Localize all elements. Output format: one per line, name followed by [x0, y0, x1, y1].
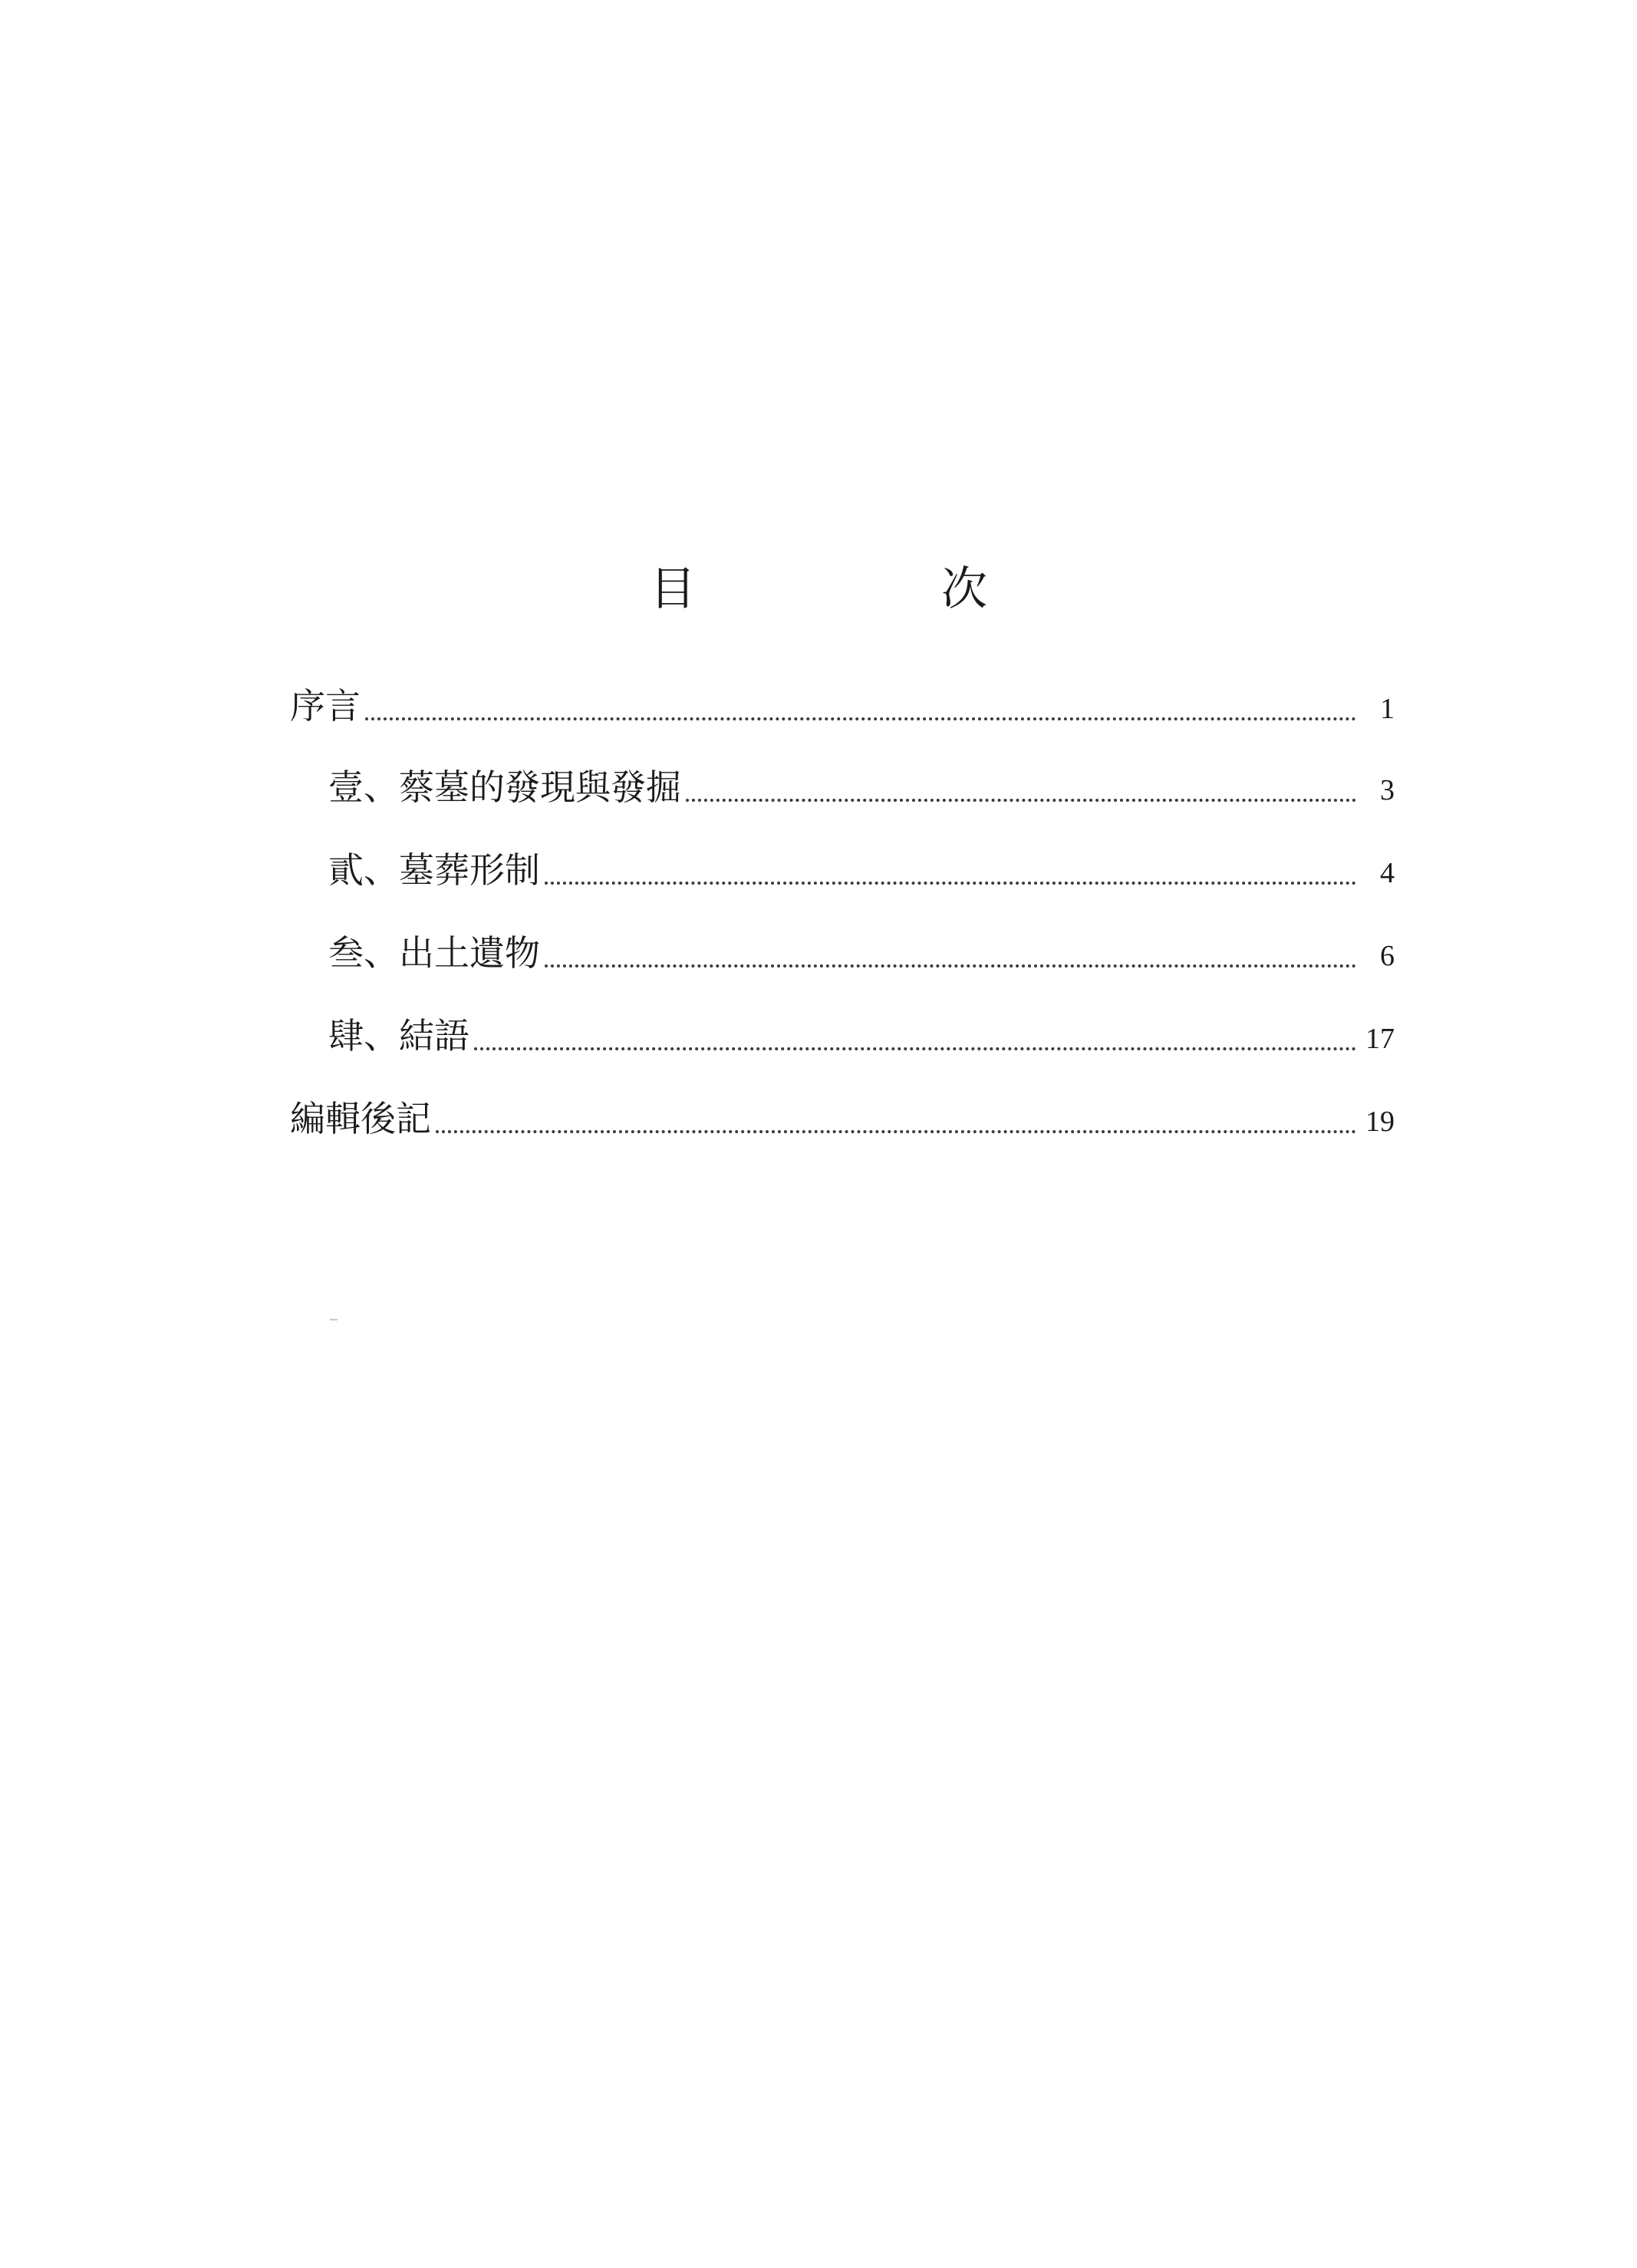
toc-page-number: 6	[1380, 940, 1395, 972]
toc-entry-chapter-3	[328, 930, 1395, 976]
toc-entry-label: 肆、結語	[328, 1015, 469, 1057]
toc-entry-preface	[290, 683, 1395, 729]
toc-entry-label: 編輯後記	[290, 1098, 431, 1139]
toc-entry-chapter-4	[328, 1013, 1395, 1059]
toc-entry-chapter-2	[328, 847, 1395, 893]
dot-leader	[545, 865, 1356, 885]
toc-page-number: 17	[1365, 1023, 1395, 1055]
toc-entry-label: 貳、墓葬形制	[328, 849, 540, 891]
toc-entry-label: 序言	[290, 685, 361, 727]
toc-page-number: 19	[1365, 1106, 1395, 1138]
page-title: 目 次	[650, 562, 1087, 616]
dot-leader	[365, 701, 1356, 720]
dot-leader	[686, 782, 1356, 802]
dot-leader	[545, 948, 1356, 968]
toc-entry-editorial-afterword	[290, 1096, 1395, 1142]
toc-entry-chapter-1	[328, 764, 1395, 810]
dot-leader	[474, 1030, 1356, 1050]
toc-entry-label: 叁、出土遺物	[328, 932, 540, 974]
toc-page-number: 1	[1380, 693, 1395, 725]
dot-leader	[436, 1113, 1356, 1133]
toc-entry-label: 壹、蔡墓的發現與發掘	[328, 766, 681, 808]
toc-page-number: 3	[1380, 774, 1395, 806]
toc-page-number: 4	[1380, 857, 1395, 889]
scan-speck	[330, 1319, 338, 1320]
